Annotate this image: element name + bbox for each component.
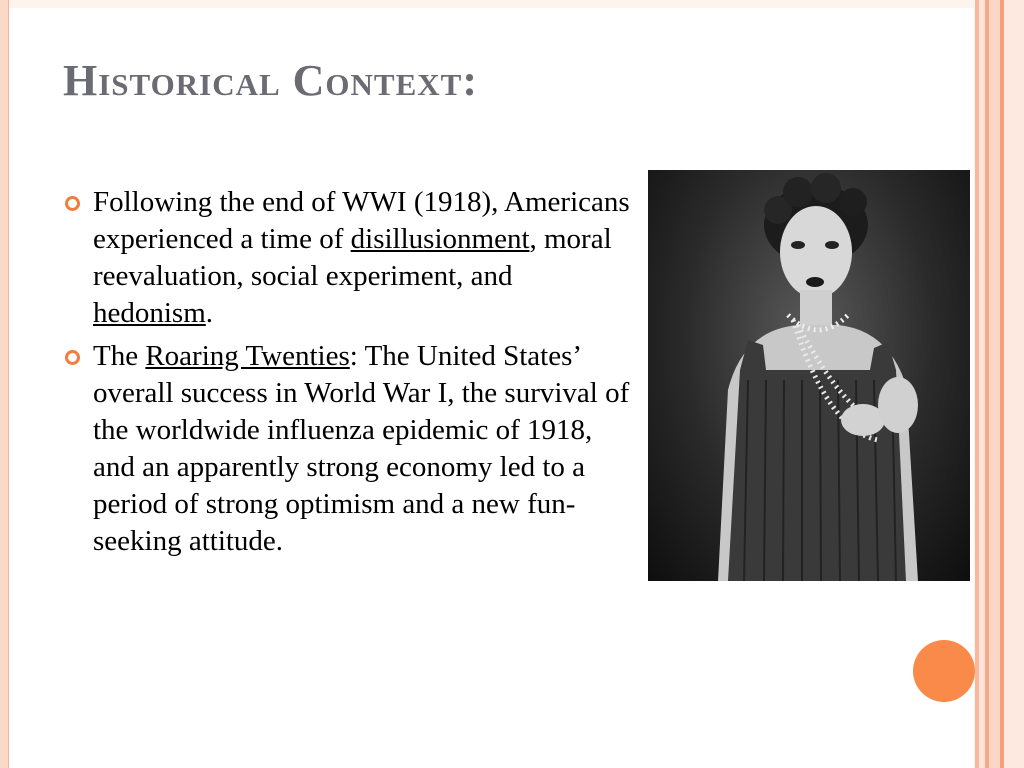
bullet-text: . (205, 297, 214, 329)
bullet-list (62, 184, 632, 566)
left-border-strip (0, 0, 8, 768)
portrait-illustration (648, 170, 970, 581)
bullet-item (62, 338, 632, 560)
bullet-text: , moral reevaluation, social experiment, and (93, 223, 612, 292)
underlined-term: Roaring Twenties (145, 340, 350, 372)
bullet-item (62, 184, 632, 332)
right-stripe (989, 0, 1000, 768)
bullet-ring-icon (65, 196, 80, 211)
bullet-text: Following the end of WWI (1918), Americans experienced a time of (93, 186, 630, 255)
slide-title: Historical Context: (63, 56, 479, 105)
decorative-orange-circle (913, 640, 975, 702)
bullet-text: : The United States’ overall success in World War I, the survival of the worldwide influenza epidemic of 1918, and an apparently strong economy led to a period of strong optimism and a new fun-seeking attitude. (93, 340, 630, 557)
underlined-term: hedonism (93, 297, 206, 329)
right-stripe (1004, 0, 1024, 768)
bullet-ring-icon (65, 350, 80, 365)
flapper-woman-photo (648, 170, 970, 581)
bullet-text: The (93, 340, 146, 372)
underlined-term: disillusionment (350, 223, 530, 255)
